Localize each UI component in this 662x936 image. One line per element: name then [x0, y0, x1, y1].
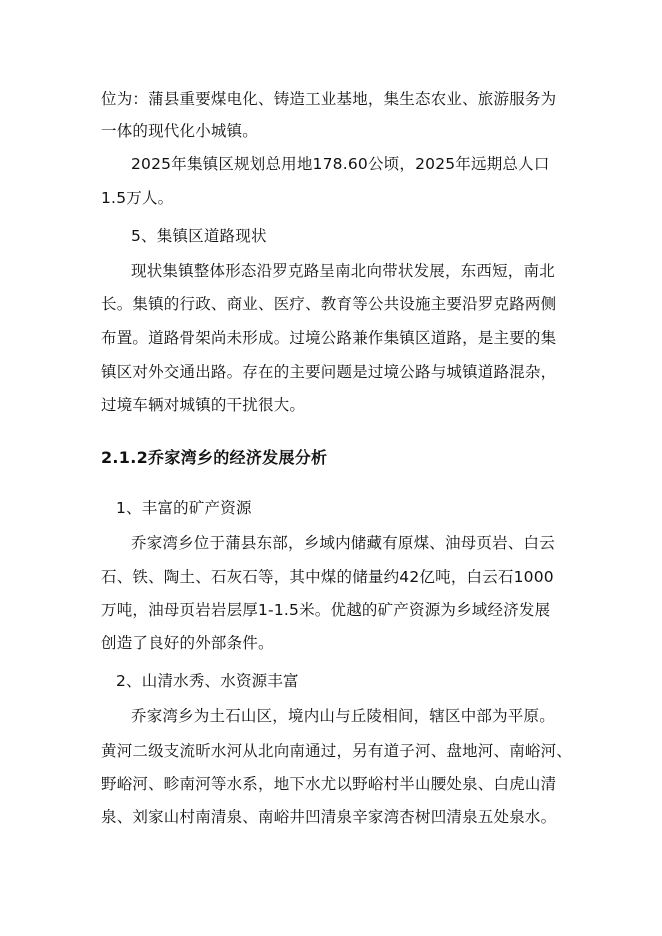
subsection-title: 1、丰富的矿产资源: [116, 499, 252, 517]
subsection-title: 2、山清水秀、水资源丰富: [116, 672, 299, 690]
paragraph-line: 泉、刘家山村南清泉、南峪井凹清泉辛家湾杏树凹清泉五处泉水。: [101, 808, 557, 826]
paragraph-line: 万吨，油母页岩岩层厚1-1.5米。优越的矿产资源为乡域经济发展: [101, 601, 551, 619]
paragraph-line: 1.5万人。: [101, 189, 174, 207]
subsection-title: 5、集镇区道路现状: [131, 227, 267, 245]
section-heading: 2.1.2乔家湾乡的经济发展分析: [101, 448, 328, 467]
paragraph-line: 镇区对外交通出路。存在的主要问题是过境公路与城镇道路混杂，: [101, 363, 557, 381]
paragraph-line: 位为：蒲县重要煤电化、铸造工业基地，集生态农业、旅游服务为: [101, 90, 557, 108]
paragraph-line: 现状集镇整体形态沿罗克路呈南北向带状发展，东西短，南北: [131, 262, 555, 280]
paragraph-line: 2025年集镇区规划总用地178.60公顷，2025年远期总人口: [131, 155, 550, 173]
paragraph-line: 石、铁、陶土、石灰石等，其中煤的储量约42亿吨，白云石1000: [101, 568, 554, 586]
paragraph-line: 一体的现代化小城镇。: [101, 122, 259, 140]
paragraph-line: 乔家湾乡为土石山区，境内山与丘陵相间，辖区中部为平原。: [131, 707, 555, 725]
paragraph-line: 创造了良好的外部条件。: [101, 634, 274, 652]
paragraph-line: 过境车辆对城镇的干扰很大。: [101, 396, 306, 414]
paragraph-line: 长。集镇的行政、商业、医疗、教育等公共设施主要沿罗克路两侧: [101, 295, 557, 313]
paragraph-line: 乔家湾乡位于蒲县东部，乡域内储藏有原煤、油母页岩、白云: [131, 534, 555, 552]
paragraph-line: 野峪河、畛南河等水系，地下水尤以野峪村半山腰处泉、白虎山清: [101, 775, 557, 793]
paragraph-line: 布置。道路骨架尚未形成。过境公路兼作集镇区道路，是主要的集: [101, 329, 557, 347]
paragraph-line: 黄河二级支流昕水河从北向南通过，另有道子河、盘地河、南峪河、: [101, 742, 573, 760]
